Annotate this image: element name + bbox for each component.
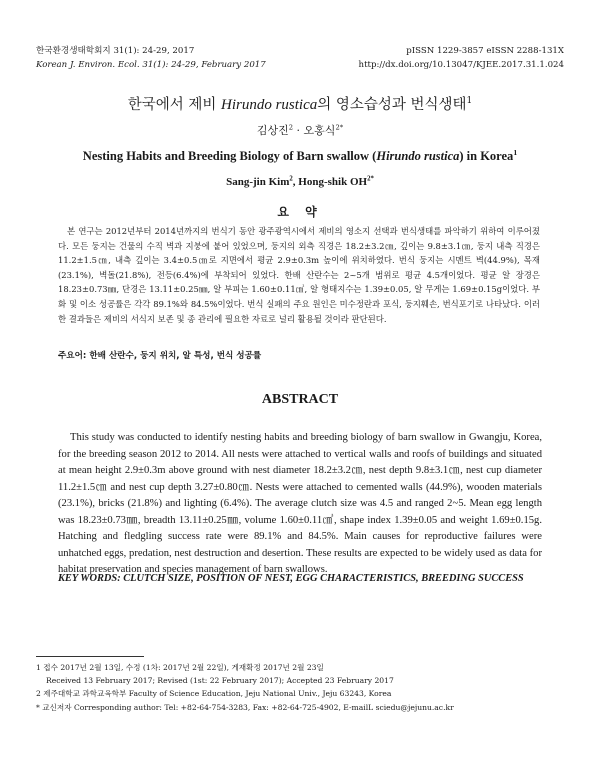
footnotes <box>36 661 566 714</box>
korean-keywords: 주요어: 한배 산란수, 둥지 위치, 알 특성, 번식 성공률 <box>58 351 262 361</box>
footnote-affiliation: 2 제주대학교 과학교육학부 Faculty of Science Education, Jeju National Univ., Jeju 63243, Korea <box>36 689 392 699</box>
journal-name-korean: 한국환경생태학회지 31(1): 24-29, 2017 <box>36 46 195 56</box>
korean-abstract-heading: 요 약 <box>277 205 323 219</box>
footnote-divider <box>36 656 144 657</box>
korean-title: 한국에서 제비 Hirundo rustica의 영소습성과 번식생태$^1$ <box>127 96 473 113</box>
english-keywords: KEY WORDS: CLUTCH SIZE, POSITION OF NEST, EGG CHARACTERISTICS, BREEDING SUCCESS <box>58 573 524 584</box>
journal-citation <box>36 44 266 72</box>
footnote-received: 1 접수 2017년 2월 13일, 수정 (1차: 2017년 2월 22일), 게재확정 2017년 2월 23일 <box>36 663 324 672</box>
korean-abstract-body: 본 연구는 2012년부터 2014년까지의 번식기 동안 광주광역시에서 제비의 영소지 선택과 번식생태를 파악하기 위하여 이루어졌다. 모든 둥지는 건물의 수직 벽과 지붕에 붙어 있었으며, 둥지의 외측 직경은 18.2±3.2㎝, 깊이는 9.8±3.1㎝, 둥지 내측 직경은 11.2±1.5㎝, 내측 깊이는 3.4±0.5㎝로 지면에서 평균 2.9±0.3m 높이에 위치하였다. 번식 둥지는 시멘트 벽(44.9%), 목재(23.1%), 벽돌(21.8%), 전등(6.4%)에 부착되어 있었다. 한배 산란수는 2~5개 범위로 평균 4.5개이었다. 평균 알 장경은 18.23±0.73㎜, 단경은 13.11±0.25㎜, 알 부피는 1.60±0.11㎤, 알 형태지수는 1.39±0.05, 알 무게는 1.69±0.15g이었다. 부화 및 이소 성공률은 각각 89.1%와 84.5%이었다. 번식 실패의 주요 원인은 미수정란과 포식, 둥지훼손, 번식포기로 나타났다. 이러한 결과들은 제비의 서식지 보존 및 종 관리에 필요한 자료로 널리 활용될 것이라 판단된다. <box>58 226 540 324</box>
english-authors: Sang-jin Kim$^2$, Hong-shik $OH^{2*}$ <box>226 175 374 188</box>
journal-name-english: Korean J. Environ. Ecol. 31(1): 24-29, February 2017 <box>36 60 266 70</box>
korean-authors: 김상진$^2$ · 오홍식$^{2*}$ <box>256 123 344 137</box>
korean-title-species: Hirundo rustica <box>220 97 318 113</box>
issn-line: pISSN 1229-3857 eISSN 2288-131X <box>406 46 564 56</box>
english-title: Nesting Habits and Breeding Biology of Barn swallow (Hirundo rustica) in Korea$^1$ <box>82 147 518 163</box>
doi-link[interactable]: http://dx.doi.org/10.13047/KJEE.2017.31.1.024 <box>358 60 564 70</box>
english-abstract-body: This study was conducted to identify nesting habits and breeding biology of barn swallow in Gwangju, Korea, for the breeding season 2012 to 2014. All nests were attached to vertical walls and roofs of buildings and situated at mean height 2.9±0.3m above ground with nest diameter 18.2±3.2㎝, nest depth 9.8±3.1㎝, nest cup diameter 11.2±1.5㎝ and nest cup depth 3.27±0.80㎝. Nests were attached to cemented walls (44.9%), wooden materials (23.1%), bricks (21.8%) and lighting (6.4%). The average clutch size was 4.5 and ranged 2~5. Mean egg length was 18.23±0.73㎜, breadth 13.11±0.25㎜, volume 1.60±0.11㎤, shape index 1.39±0.05 and weight 1.69±0.15g. Hatching and fledgling success rate were 89.1% and 84.5%. Main causes for reproductive failures were unhatched eggs, predation, nest destruction and desertion. These results are expected to be widely used as data for habitat preservation and species management of barn swallows. <box>58 432 542 575</box>
english-abstract-heading: ABSTRACT <box>261 392 339 407</box>
english-title-species: Hirundo rustica <box>376 149 460 163</box>
footnote-corresponding-author: * 교신저자 Corresponding author: Tel: +82-64-754-3283, Fax: +82-64-725-4902, E-mailL sciedu@jejunu.ac.kr <box>36 702 454 712</box>
journal-identifiers <box>359 44 564 72</box>
footnote-received-english: Received 13 February 2017; Revised (1st: 22 February 2017); Accepted 23 February 2017 <box>46 676 394 686</box>
